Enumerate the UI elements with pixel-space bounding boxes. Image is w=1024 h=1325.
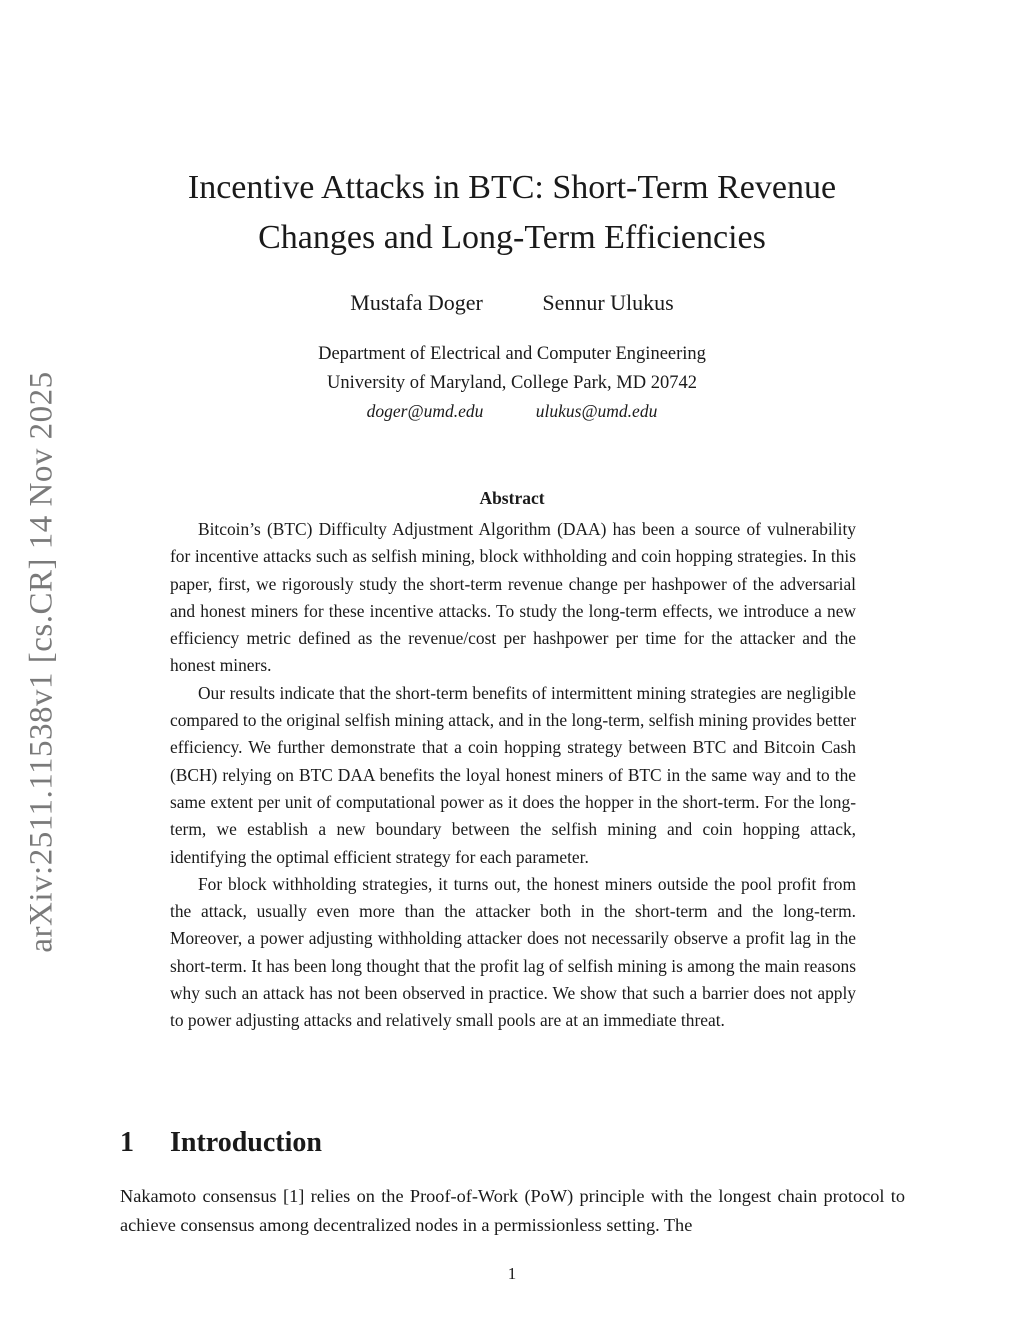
author-email[interactable]: ulukus@umd.edu — [535, 401, 658, 421]
affiliation-university: University of Maryland, College Park, MD 20742 — [327, 373, 697, 393]
abstract-paragraph: Our results indicate that the short-term benefits of intermittent mining strategies are negligible compared to the original selfish mining attack, and in the long-term, selfish mining provides better efficiency. We further demonstrate that a coin hopping strategy between BTC and Bitcoin Cash (BCH) relying on BTC DAA benefits the loyal honest miners of BTC in the same way and to the same extent per unit of computational power as it does the hopper in the short-term. For the long-term, we establish a new boundary between the selfish mining and coin hopping attack, identifying the optimal efficient strategy for each parameter. — [170, 682, 856, 867]
author-list — [0, 288, 1024, 318]
author-email[interactable]: doger@umd.edu — [366, 401, 484, 421]
abstract-paragraph: Bitcoin’s (BTC) Difficulty Adjustment Algorithm (DAA) has been a source of vulnerability for incentive attacks such as selfish mining, block withholding and coin hopping strategies. In this paper, first, we rigorously study the short-term revenue change per hashpower of the adversarial and honest miners for these incentive attacks. To study the long-term effects, we introduce a new efficiency metric defined as the revenue/cost per hashpower per time for the attacker and the honest miners. — [170, 519, 856, 676]
author-emails — [0, 398, 1024, 424]
introduction-paragraph: Nakamoto consensus [1] relies on the Proof-of-Work (PoW) principle with the longest chain protocol to achieve consensus among decentralized nodes in a permissionless setting. The — [120, 1186, 905, 1235]
affiliation — [0, 340, 1024, 398]
section-title: Introduction — [170, 1127, 322, 1158]
title-line-1: Incentive Attacks in BTC: Short-Term Revenue — [187, 169, 837, 206]
abstract-body — [170, 516, 856, 1035]
author-name: Mustafa Doger — [350, 290, 483, 315]
arxiv-identifier-stamp: arXiv:2511.11538v1 [cs.CR] 14 Nov 2025 — [23, 371, 60, 953]
page-number: 1 — [507, 1264, 517, 1283]
section-heading-introduction — [120, 1124, 322, 1162]
abstract-heading: Abstract — [479, 488, 545, 508]
section-number: 1 — [120, 1127, 134, 1158]
author-name: Sennur Ulukus — [542, 290, 674, 315]
title-line-2: Changes and Long-Term Efficiencies — [258, 219, 766, 256]
paper-title — [0, 163, 1024, 263]
affiliation-department: Department of Electrical and Computer Engineering — [318, 344, 706, 364]
abstract-paragraph: For block withholding strategies, it turns out, the honest miners outside the pool profit from the attack, usually even more than the attacker both in the short-term and the long-term. Moreover, a power adjusting withholding attacker does not necessarily observe a profit lag in the short-term. It has been long thought that the profit lag of selfish mining is among the main reasons why such an attack has not been observed in practice. We show that such a barrier does not apply to power adjusting attacks and relatively small pools are at an immediate threat. — [170, 873, 856, 1031]
introduction-body — [120, 1182, 905, 1239]
